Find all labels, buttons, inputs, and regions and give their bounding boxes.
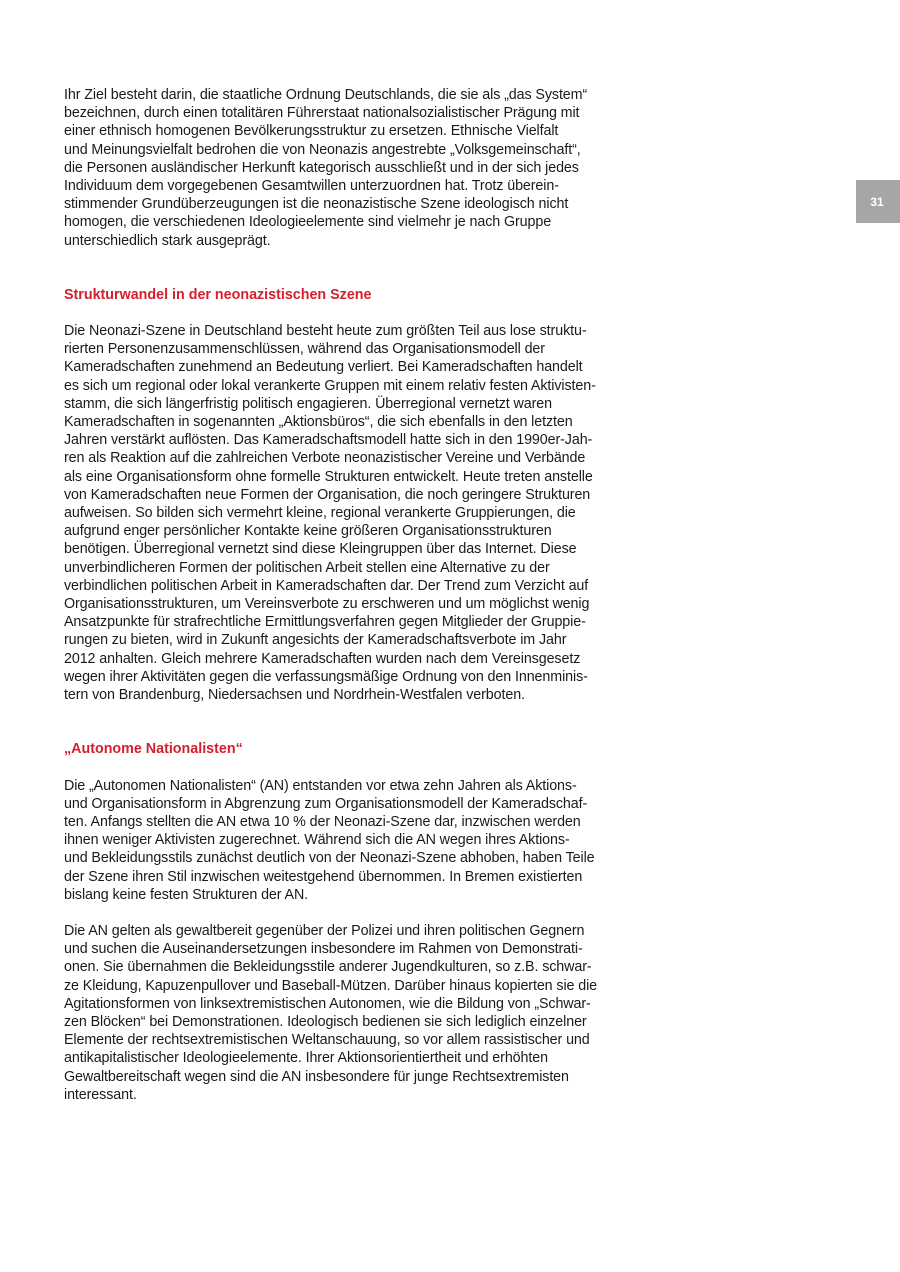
spacer [64,704,612,740]
spacer [64,304,612,322]
document-body [64,86,612,1104]
section-heading-autonome-nationalisten: „Autonome Nationalisten“ [64,741,243,758]
page-number: 31 [870,194,884,209]
paragraph-ziel: Ihr Ziel besteht darin, die staatliche Ordnung Deutschlands, die sie als „das System“ bezeichnen, durch einen totalitären Führerstaat nationalsozialistischer Prägung mit einer ethnisch homogenen Bevölkerungsstruktur zu ersetzen. Ethnische Vielfalt und Meinungsvielfalt bedrohen die von Neonazis angestrebte „Volksgemeinschaft“, die Personen ausländischer Herkunft kategorisch ausschließt und in der sich jedes Individuum dem vorgegebenen Gesamtwillen unterzuordnen hat. Trotz überein- stimmender Grundüberzeugungen ist die neonazistische Szene ideologisch nicht homogen, die verschiedenen Ideologieelemente sind vielmehr je nach Gruppe unterschiedlich stark ausgeprägt. [64,87,588,249]
page-number-tab [856,180,900,223]
spacer [64,904,612,922]
spacer [64,759,612,777]
spacer [64,250,612,286]
paragraph-neonazi-szene: Die Neonazi-Szene in Deutschland besteht heute zum größten Teil aus lose struktu- rierten Personenzusammenschlüssen, während das Organisationsmodell der Kameradschaften zunehmend an Bedeutung verliert. Bei Kameradschaften handelt es sich um regional oder lokal verankerte Gruppen mit einem relativ festen Aktivisten- stamm, die sich längerfristig politisch engagieren. Überregional vernetzt waren Kameradschaften in sogenannten „Aktionsbüros“, die sich ebenfalls in den letzten Jahren verstärkt auflösten. Das Kameradschaftsmodell hatte sich in den 1990er-Jah- ren als Reaktion auf die zahlreichen Verbote neonazistischer Vereine und Verbände als eine Organisationsform ohne formelle Strukturen entwickelt. Heute treten anstelle von Kameradschaften neue Formen der Organisation, die noch geringere Strukturen aufweisen. So bilden sich vermehrt kleine, regional verankerte Gruppierungen, die aufgrund enger persönlicher Kontakte keine größeren Organisationsstrukturen benötigen. Überregional vernetzt sind diese Kleingruppen über das Internet. Diese unverbindlicheren Formen der politischen Arbeit stellen eine Alternative zu der verbindlichen politischen Arbeit in Kameradschaften dar. Der Trend zum Verzicht auf Organisationsstrukturen, um Vereinsverbote zu erschweren und um möglichst wenig Ansatzpunkte für strafrechtliche Ermittlungsverfahren gegen Mitglieder der Gruppie- rungen zu bieten, wird in Zukunft angesichts der Kameradschaftsverbote im Jahr 2012 anhalten. Gleich mehrere Kameradschaften wurden nach dem Vereinsgesetz wegen ihrer Aktivitäten gegen die verfassungsmäßige Ordnung von den Innenminis- tern von Brandenburg, Niedersachsen und Nordrhein-Westfalen verboten. [64,323,596,704]
paragraph-an-gewaltbereit: Die AN gelten als gewaltbereit gegenüber der Polizei und ihren politischen Gegnern und suchen die Auseinandersetzungen insbesondere im Rahmen von Demonstrati- onen. Sie übernahmen die Bekleidungsstile anderer Jugendkulturen, so z.B. schwar- ze Kleidung, Kapuzenpullover und Baseball-Mützen. Darüber hinaus kopierten sie die Agitationsformen von linksextremistischen Autonomen, wie die Bildung von „Schwar- zen Blöcken“ bei Demonstrationen. Ideologisch bedienen sie sich lediglich einzelner Elemente der rechtsextremistischen Weltanschauung, so vor allem rassistischer und antikapitalistischer Ideologieelemente. Ihrer Aktionsorientiertheit und erhöhten Gewaltbereitschaft wegen sind die AN insbesondere für junge Rechtsextremisten interessant. [64,922,598,1103]
paragraph-an-entstehung: Die „Autonomen Nationalisten“ (AN) entstanden vor etwa zehn Jahren als Aktions- und Organisationsform in Abgrenzung zum Organisationsmodell der Kameradschaf- ten. Anfangs stellten die AN etwa 10 % der Neonazi-Szene dar, inzwischen werden ihnen weniger Aktivisten zugerechnet. Während sich die AN wegen ihres Aktions- und Bekleidungsstils zunächst deutlich von der Neonazi-Szene abhoben, haben Teile der Szene ihren Stil inzwischen weitestgehend übernommen. In Bremen existierten bislang keine festen Strukturen der AN. [64,777,595,903]
section-heading-strukturwandel: Strukturwandel in der neonazistischen Szene [64,286,372,303]
